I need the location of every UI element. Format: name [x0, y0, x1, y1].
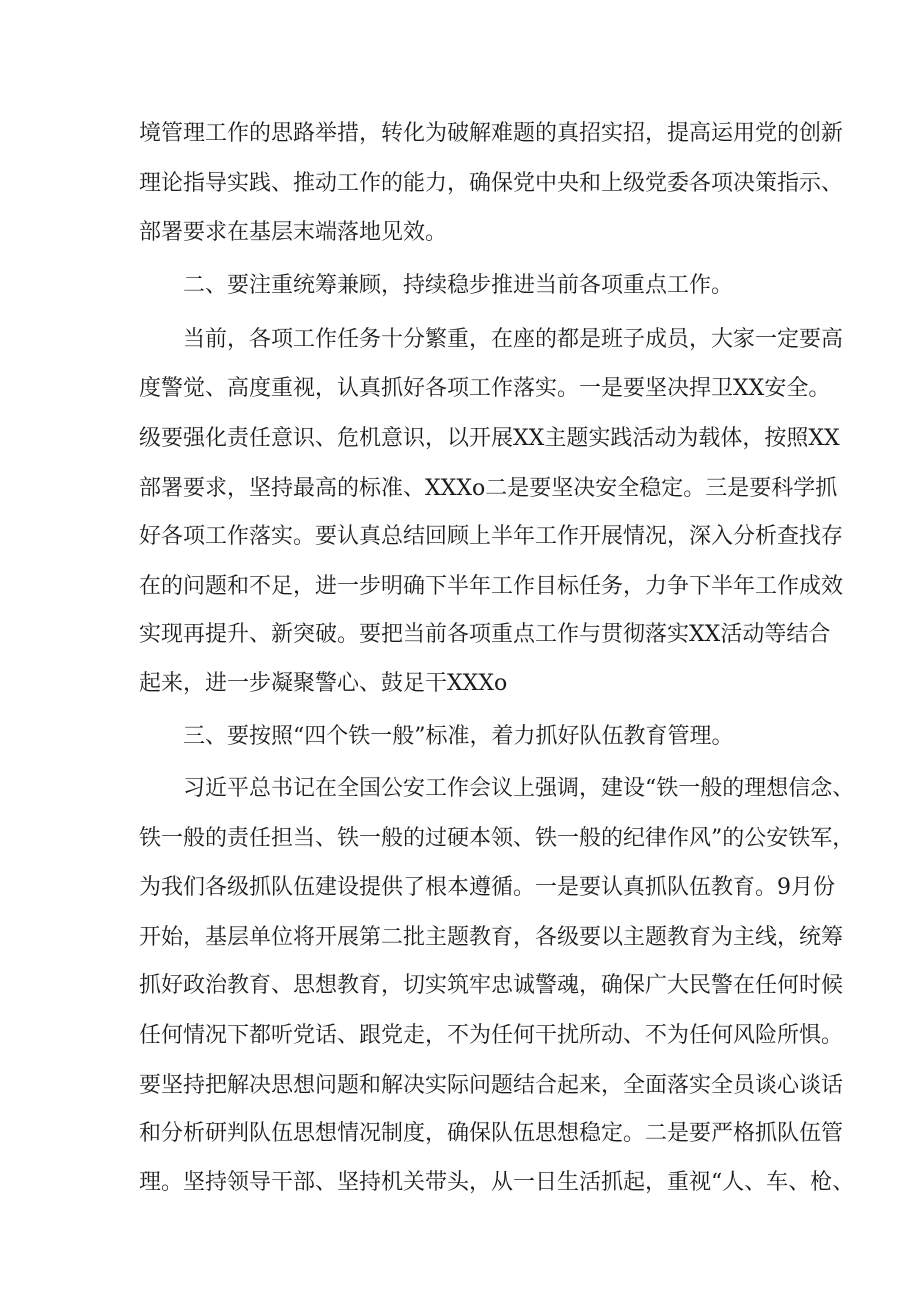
text-line-22: 理。坚持领导干部、坚持机关带头，从一日生活抓起，重视“人、车、枪、 — [139, 1170, 855, 1195]
text-line-7: 级要强化责任意识、危机意识，以开展XX主题实践活动为载体，按照XX — [139, 426, 840, 451]
text-line-14: 习近平总书记在全国公安工作会议上强调，建设“铁一般的理想信念、 — [183, 776, 855, 801]
text-line-5: 当前，各项工作任务十分繁重，在座的都是班子成员，大家一定要高 — [183, 327, 844, 352]
text-line-12: 起来，进一步凝聚警心、鼓足干XXXo — [139, 671, 508, 696]
text-line-17: 开始，基层单位将开展第二批主题教育，各级要以主题教育为主线，统筹 — [139, 925, 844, 950]
text-line-19: 任何情况下都听党话、跟党走，不为任何干扰所动、不为任何风险所惧。 — [139, 1023, 844, 1048]
text-line-2: 理论指导实践、推动工作的能力，确保党中央和上级党委各项决策指示、 — [139, 171, 844, 196]
text-line-8: 部署要求，坚持最高的标准、XXXo二是要坚决安全稳定。三是要科学抓 — [139, 476, 838, 501]
text-line-16: 为我们各级抓队伍建设提供了根本遵循。一是要认真抓队伍教育。9月份 — [139, 875, 835, 900]
text-line-15: 铁一般的责任担当、铁一般的过硬本领、铁一般的纪律作风”的公安铁军， — [139, 826, 855, 851]
text-line-9: 好各项工作落实。要认真总结回顾上半年工作开展情况，深入分析查找存 — [139, 524, 844, 549]
text-line-10: 在的问题和不足，进一步明确下半年工作目标任务，力争下半年工作成效 — [139, 574, 844, 599]
text-line-3: 部署要求在基层末端落地见效。 — [139, 220, 448, 245]
section-heading-2: 二、要注重统筹兼顾，持续稳步推进当前各项重点工作。 — [183, 273, 734, 298]
text-line-11: 实现再提升、新突破。要把当前各项重点工作与贯彻落实XX活动等结合 — [139, 622, 831, 647]
text-line-21: 和分析研判队伍思想情况制度，确保队伍思想稳定。二是要严格抓队伍管 — [139, 1121, 844, 1146]
text-line-18: 抓好政治教育、思想教育，切实筑牢忠诚警魂，确保广大民警在任何时候 — [139, 973, 844, 998]
text-line-6: 度警觉、高度重视，认真抓好各项工作落实。一是要坚决捍卫XX安全。 — [139, 376, 831, 401]
text-line-1: 境管理工作的思路举措，转化为破解难题的真招实招，提高运用党的创新 — [139, 121, 844, 146]
text-line-20: 要坚持把解决思想问题和解决实际问题结合起来，全面落实全员谈心谈话 — [139, 1073, 844, 1098]
section-heading-3: 三、要按照“四个铁一般”标准，着力抓好队伍教育管理。 — [183, 724, 734, 749]
